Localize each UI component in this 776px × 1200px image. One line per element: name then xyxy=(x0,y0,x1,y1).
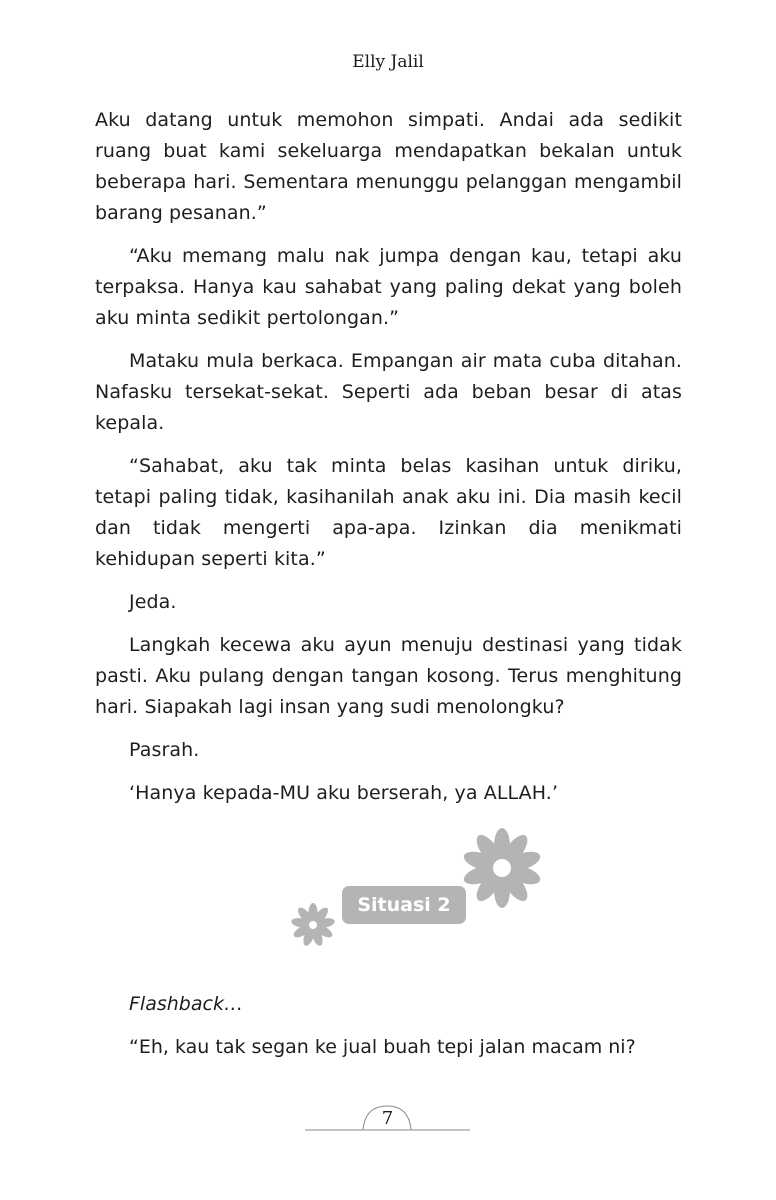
paragraph-3: Mataku mula berkaca. Empangan air mata cuba ditahan. Nafasku tersekat-sekat. Seperti ada beban besar di atas kepala. xyxy=(95,350,682,434)
paragraph-6: Langkah kecewa aku ayun menuju destinasi yang tidak pasti. Aku pulang dengan tangan kosong. Terus menghitung hari. Siapakah lagi insan yang sudi menolongku? xyxy=(95,634,682,718)
page-footer xyxy=(305,1100,470,1140)
page-number: 7 xyxy=(381,1108,394,1129)
paragraph-2: “Aku memang malu nak jumpa dengan kau, tetapi aku terpaksa. Hanya kau sahabat yang paling dekat yang boleh aku minta sedikit pertolongan.” xyxy=(95,245,682,329)
paragraph-1: Aku datang untuk memohon simpati. Andai ada sedikit ruang buat kami sekeluarga mendapatkan bekalan untuk beberapa hari. Sementara menunggu pelanggan mengambil barang pesanan.” xyxy=(95,109,682,224)
flashback-line: Flashback… xyxy=(129,993,243,1015)
body-text-continued xyxy=(95,989,682,1063)
section-heading xyxy=(270,818,570,958)
paragraph-7: Pasrah. xyxy=(129,739,200,761)
running-head: Elly Jalil xyxy=(352,52,424,72)
section-title-badge: Situasi 2 xyxy=(342,886,466,924)
paragraph-5: Jeda. xyxy=(129,591,177,613)
flower-icon xyxy=(290,902,336,948)
paragraph-4: “Sahabat, aku tak minta belas kasihan untuk diriku, tetapi paling tidak, kasihanilah anak aku ini. Dia masih kecil dan tidak mengerti apa-apa. Izinkan dia menikmati kehidupan seperti kita.” xyxy=(95,455,682,570)
body-text xyxy=(95,105,682,809)
paragraph-8: ‘Hanya kepada-MU aku berserah, ya ALLAH.’ xyxy=(129,782,559,804)
dialogue-line: “Eh, kau tak segan ke jual buah tepi jalan macam ni? xyxy=(129,1036,636,1058)
flower-icon xyxy=(460,826,544,910)
